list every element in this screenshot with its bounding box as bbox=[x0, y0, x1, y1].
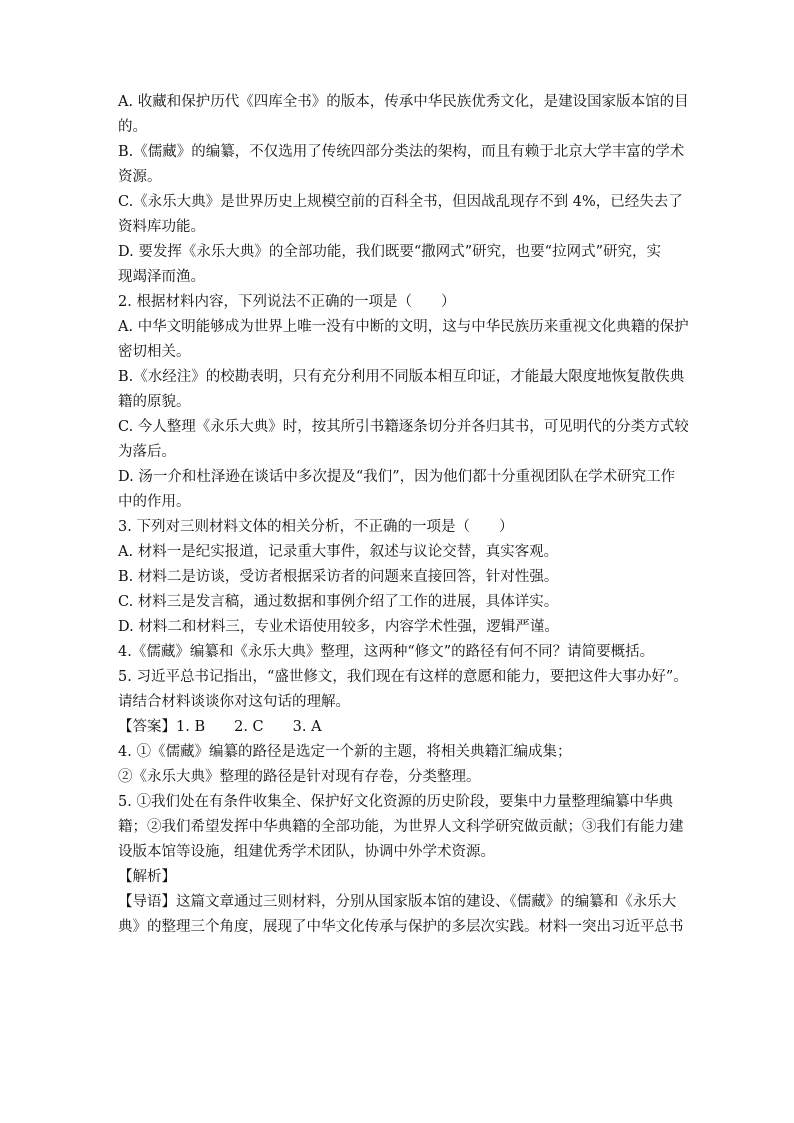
text-line: B. 材料二是访谈，受访者根据采访者的问题来直接回答，针对性强。 bbox=[118, 569, 559, 585]
question-4: 4.《儒藏》编纂和《永乐大典》整理，这两种“修文”的路径有何不同？请简要概括。 bbox=[118, 644, 655, 660]
text-line: A. 收藏和保护历代《四库全书》的版本，传承中华民族优秀文化，是建设国家版本馆的目 bbox=[118, 94, 689, 110]
text-line: 资料库功能。 bbox=[118, 219, 205, 235]
analysis-heading: 【解析】 bbox=[118, 869, 176, 885]
text-line: 的。 bbox=[118, 119, 147, 135]
text-line: ②《永乐大典》整理的路径是针对现有存卷，分类整理。 bbox=[118, 769, 481, 785]
answer-key: 【答案】1. B 2. C 3. A bbox=[118, 719, 322, 735]
text-line: A. 材料一是纪实报道，记录重大事件，叙述与议论交替，真实客观。 bbox=[118, 544, 559, 560]
document-page bbox=[118, 90, 689, 940]
text-line: C. 今人整理《永乐大典》时，按其所引书籍逐条切分并各归其书，可见明代的分类方式较 bbox=[118, 419, 689, 435]
text-line: 籍的原貌。 bbox=[118, 394, 191, 410]
question-3: 3. 下列对三则材料文体的相关分析，不正确的一项是（ ） bbox=[118, 519, 514, 535]
text-line: 中的作用。 bbox=[118, 494, 191, 510]
text-line: 设版本馆等设施，组建优秀学术团队，协调中外学术资源。 bbox=[118, 844, 495, 860]
text-line: C. 材料三是发言稿，通过数据和事例介绍了工作的进展，具体详实。 bbox=[118, 594, 559, 610]
text-line: A. 中华文明能够成为世界上唯一没有中断的文明，这与中华民族历来重视文化典籍的保护 bbox=[118, 319, 689, 335]
text-line: 密切相关。 bbox=[118, 344, 191, 360]
question-5: 5. 习近平总书记指出，“盛世修文，我们现在有这样的意愿和能力，要把这件大事办好”。 bbox=[118, 669, 688, 685]
text-line: 籍；②我们希望发挥中华典籍的全部功能，为世界人文科学研究做贡献；③我们有能力建 bbox=[118, 819, 684, 835]
text-line: D. 材料二和材料三，专业术语使用较多，内容学术性强，逻辑严谨。 bbox=[118, 619, 559, 635]
text-line: 现竭泽而渔。 bbox=[118, 269, 205, 285]
text-line: D. 要发挥《永乐大典》的全部功能，我们既要“撒网式”研究，也要“拉网式”研究，实 bbox=[118, 244, 661, 260]
text-line: 资源。 bbox=[118, 169, 162, 185]
intro-paragraph: 【导语】这篇文章通过三则材料，分别从国家版本馆的建设、《儒藏》的编纂和《永乐大 bbox=[118, 894, 677, 910]
question-2: 2. 根据材料内容，下列说法不正确的一项是（ ） bbox=[118, 294, 456, 310]
text-line: B.《水经注》的校勘表明，只有充分利用不同版本相互印证，才能最大限度地恢复散佚典 bbox=[118, 369, 685, 385]
text-line: B.《儒藏》的编纂，不仅选用了传统四部分类法的架构，而且有赖于北京大学丰富的学术 bbox=[118, 144, 685, 160]
text-line: 为落后。 bbox=[118, 444, 176, 460]
text-line: D. 汤一介和杜泽逊在谈话中多次提及“我们”，因为他们都十分重视团队在学术研究工作 bbox=[118, 469, 676, 485]
text-line: 典》的整理三个角度，展现了中华文化传承与保护的多层次实践。材料一突出习近平总书 bbox=[118, 919, 684, 935]
text-line: 4. ①《儒藏》编纂的路径是选定一个新的主题，将相关典籍汇编成集； bbox=[118, 744, 572, 760]
text-line: C.《永乐大典》是世界历史上规模空前的百科全书，但因战乱现存不到 4%，已经失去了 bbox=[118, 194, 683, 210]
text-line: 请结合材料谈谈你对这句话的理解。 bbox=[118, 694, 350, 710]
text-line: 5. ①我们处在有条件收集全、保护好文化资源的历史阶段，要集中力量整理编纂中华典 bbox=[118, 794, 673, 810]
